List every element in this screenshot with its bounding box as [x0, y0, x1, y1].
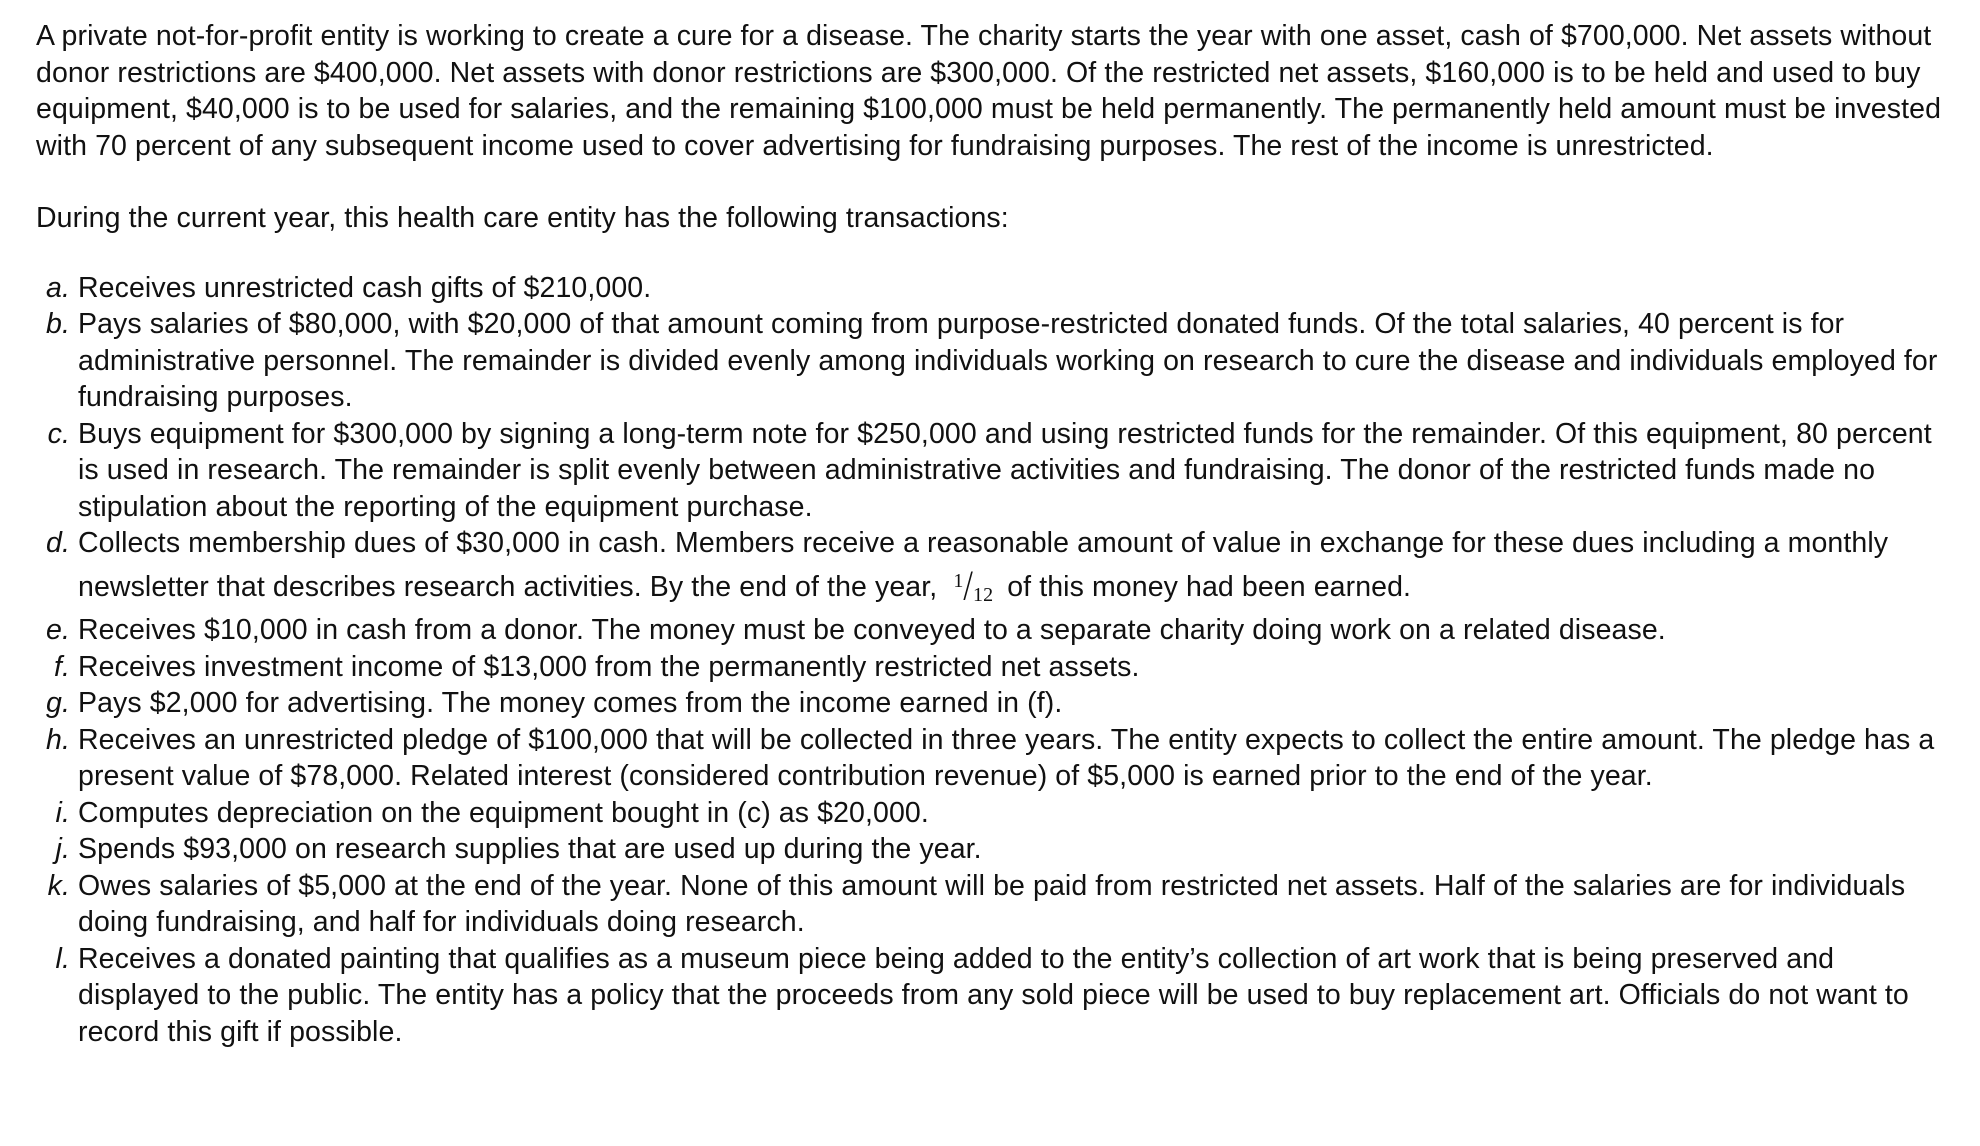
- transaction-item-a: [36, 270, 1956, 307]
- fraction-one-twelfth: [953, 563, 993, 614]
- fraction-numerator: 1: [953, 569, 964, 592]
- item-text: Receives investment income of $13,000 from the permanently restricted net assets.: [78, 650, 1140, 683]
- item-text: Pays salaries of $80,000, with $20,000 of that amount coming from purpose-restricted donated funds. Of the total salaries, 40 percent is for administrative personnel. The remainder is divided evenly among individuals working on research to cure the disease and individuals employed for fundraising purposes.: [78, 308, 1938, 413]
- item-text-before: Collects membership dues of $30,000 in cash. Members receive a reasonable amount of value in exchange for these dues including a monthly newsletter that describes research activities. By the end of the year,: [78, 527, 1889, 603]
- item-text: Computes depreciation on the equipment bought in (c) as $20,000.: [78, 796, 929, 829]
- item-letter: g.: [46, 687, 70, 719]
- transaction-item-j: [36, 831, 1956, 868]
- item-letter: c.: [47, 417, 70, 450]
- transaction-list: [36, 270, 1956, 1051]
- item-text: Receives unrestricted cash gifts of $210,000.: [78, 271, 652, 304]
- problem-document: [36, 18, 1956, 1050]
- transaction-item-k: [36, 868, 1956, 941]
- item-letter: h.: [46, 723, 70, 756]
- transaction-item-h: [36, 722, 1956, 795]
- item-letter: j.: [55, 833, 70, 865]
- item-text: Spends $93,000 on research supplies that are used up during the year.: [78, 833, 982, 865]
- item-text: Receives an unrestricted pledge of $100,000 that will be collected in three years. The entity expects to collect the entire amount. The pledge has a present value of $78,000. Related interest (considered contribution revenue) of $5,000 is earned prior to the end of the year.: [78, 723, 1935, 792]
- item-letter: f.: [53, 650, 70, 683]
- item-text: Receives $10,000 in cash from a donor. The money must be conveyed to a separate charity doing work on a related disease.: [78, 614, 1666, 646]
- transaction-item-i: [36, 795, 1956, 832]
- item-letter: l.: [55, 942, 70, 975]
- transaction-item-c: [36, 416, 1956, 526]
- item-letter: b.: [46, 308, 70, 340]
- item-text-after: of this money had been earned.: [1007, 570, 1412, 603]
- item-text: Pays $2,000 for advertising. The money comes from the income earned in (f).: [78, 687, 1063, 719]
- transaction-item-g: [36, 685, 1956, 722]
- item-letter: a.: [46, 271, 70, 304]
- transaction-item-l: [36, 941, 1956, 1051]
- fraction-denominator: 12: [972, 583, 994, 606]
- transaction-item-b: [36, 306, 1956, 416]
- item-text: Buys equipment for $300,000 by signing a long-term note for $250,000 and using restricted funds for the remainder. Of this equipment, 80 percent is used in research. The remainder is split evenly between administrative activities and fundraising. The donor of the restricted funds made no stipulation about the reporting of the equipment purchase.: [78, 417, 1932, 523]
- transactions-lead: During the current year, this health care entity has the following transactions:: [36, 202, 1009, 234]
- transaction-item-e: [36, 612, 1956, 649]
- fraction-slash: /: [963, 562, 973, 609]
- item-letter: e.: [46, 614, 70, 646]
- transaction-item-d: [36, 525, 1956, 612]
- intro-paragraph: A private not-for-profit entity is working to create a cure for a disease. The charity starts the year with one asset, cash of $700,000. Net assets without donor restrictions are $400,000. Net assets with donor restrictions are $300,000. Of the restricted net assets, $160,000 is to be held and used to buy equipment, $40,000 is to be used for salaries, and the remaining $100,000 must be held permanently. The permanently held amount must be invested with 70 percent of any subsequent income used to cover advertising for fundraising purposes. The rest of the income is unrestricted.: [36, 20, 1942, 162]
- item-letter: d.: [46, 527, 70, 559]
- item-letter: i.: [55, 796, 70, 829]
- item-text: Receives a donated painting that qualifies as a museum piece being added to the entity’s collection of art work that is being preserved and displayed to the public. The entity has a policy that the proceeds from any sold piece will be used to buy replacement art. Officials do not want to record this gift if possible.: [78, 942, 1909, 1048]
- item-text: Owes salaries of $5,000 at the end of the year. None of this amount will be paid from restricted net assets. Half of the salaries are for individuals doing fundraising, and half for individuals doing research.: [78, 869, 1906, 938]
- item-letter: k.: [47, 869, 70, 902]
- transaction-item-f: [36, 649, 1956, 686]
